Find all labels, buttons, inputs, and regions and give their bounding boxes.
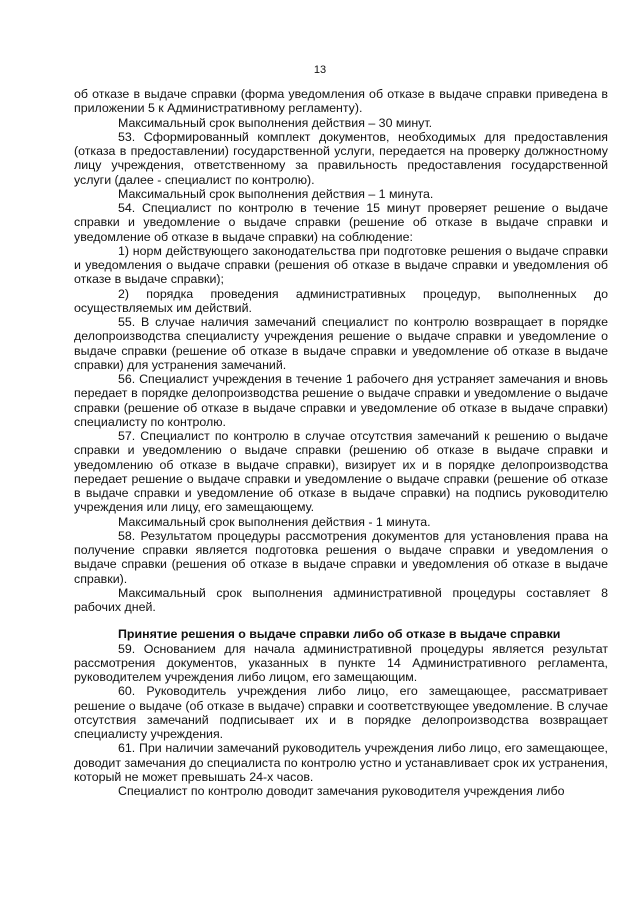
paragraph: Максимальный срок выполнения действия – 1 минута.: [118, 186, 434, 201]
paragraph: 57. Специалист по контролю в случае отсутствия замечаний к решению о выдаче справки и уведомлению о выдаче справки (решению об отказе в выдаче справки и уведомлению об отказе в выдаче справки), визирует их и в порядке делопроизводства передает решение о выдаче справки и уведомление о выдаче справки (решение об отказе в выдаче справки и уведомление об отказе в выдаче справки) на подпись руководителю учреждения или лицу, его замещающему.: [74, 429, 608, 515]
paragraph: 58. Результатом процедуры рассмотрения документов для установления права на получение справки является подготовка решения о выдаче справки и уведомления о выдаче справки (решения об отказе в выдаче справки и уведомления об отказе в выдаче справки).: [74, 528, 608, 586]
paragraph: 54. Специалист по контролю в течение 15 минут проверяет решение о выдаче справки и уведомление о выдаче справки (решение об отказе в выдаче справки и уведомление об отказе в выдаче справки) на соблюдение:: [74, 201, 608, 244]
paragraph: 55. В случае наличия замечаний специалист по контролю возвращает в порядке делопроизводства специалисту учреждения решение о выдаче справки и уведомление о выдаче справки (решение об отказе в выдаче справки и уведомление об отказе в выдаче справки) для устранения замечаний.: [74, 315, 608, 372]
section-spacer: [74, 614, 608, 627]
paragraph: 60. Руководитель учреждения либо лицо, его замещающее, рассматривает решение о выдаче (об отказе в выдаче) справки и соответствующее уведомление. В случае отсутствия замечаний подписывает их и в порядке делопроизводства возвращает специалисту учреждения.: [74, 684, 608, 741]
paragraph: 61. При наличии замечаний руководитель учреждения либо лицо, его замещающее, доводит замечания до специалиста по контролю устно и устанавливает срок их устранения, который не может превышать 24-х часов.: [74, 741, 608, 784]
paragraph: Максимальный срок выполнения действия - 1 минута.: [118, 514, 431, 529]
paragraph: Специалист по контролю доводит замечания руководителя учреждения либо: [118, 784, 565, 798]
paragraph: 59. Основанием для начала административной процедуры является результат рассмотрения документов, указанных в пункте 14 Административного регламента, руководителем учреждения либо лицом, его замещающим.: [74, 641, 608, 684]
paragraph: об отказе в выдаче справки (форма уведомления об отказе в выдаче справки приведена в приложении 5 к Административному регламенту).: [74, 87, 608, 116]
document-body: [74, 87, 608, 798]
section-heading: Принятие решения о выдаче справки либо об отказе в выдаче справки: [118, 627, 561, 642]
paragraph: Максимальный срок выполнения действия – 30 минут.: [118, 115, 433, 130]
paragraph: Максимальный срок выполнения административной процедуры составляет 8 рабочих дней.: [74, 585, 608, 614]
paragraph: 53. Сформированный комплект документов, необходимых для предоставления (отказа в предоставлении) государственной услуги, передается на проверку должностному лицу учреждения, ответственному за правильность предоставления государственной услуги (далее - специалист по контролю).: [74, 129, 608, 187]
paragraph: 56. Специалист учреждения в течение 1 рабочего дня устраняет замечания и вновь передает в порядке делопроизводства решение о выдаче справки и уведомление о выдаче справки (решение об отказе в выдаче справки и уведомление об отказе в выдаче справки) специалисту по контролю.: [74, 372, 608, 429]
paragraph: 1) норм действующего законодательства при подготовке решения о выдаче справки и уведомления о выдаче справки (решения об отказе в выдаче справки и уведомления об отказе в выдаче справки);: [74, 243, 608, 287]
page-number: 13: [313, 64, 327, 76]
paragraph: 2) порядка проведения административных процедур, выполненных до осуществляемых им действий.: [74, 286, 608, 315]
